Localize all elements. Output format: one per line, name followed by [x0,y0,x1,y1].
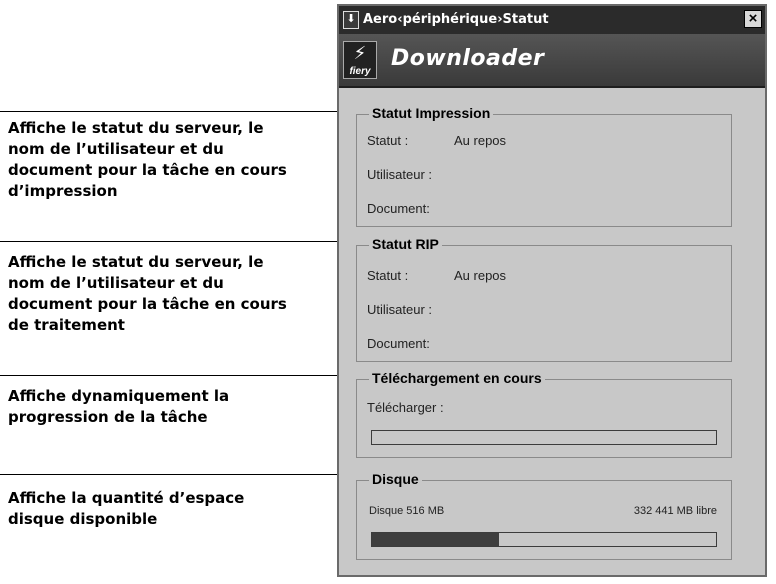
lightning-icon: ⚡ [353,43,367,63]
rip-status-label: Statut : [367,268,409,283]
download-arrow-icon: ⬇ [343,11,359,29]
app-name: Downloader [391,46,545,71]
leader-line-rip [0,241,358,242]
disk-title: Disque [369,471,422,487]
callout-rip-status: Affiche le statut du serveur, le nom de l’utilisateur et du document pour la tâche en cours de traitement [8,253,287,334]
fiery-logo [343,41,377,79]
callout-print-status: Affiche le statut du serveur, le nom de l’utilisateur et du document pour la tâche en cours d’impression [8,119,287,200]
download-progress-bar [371,430,717,445]
disk-total: Disque 516 MB [369,505,445,517]
disk-usage-fill [372,533,499,546]
app-banner [339,34,765,88]
disk-usage-bar [371,532,717,547]
leader-line-download [0,375,358,376]
download-group [356,370,732,458]
download-title: Téléchargement en cours [369,370,545,386]
print-status-group [356,105,732,227]
print-status-label: Statut : [367,133,409,148]
print-status-value: Au repos [454,133,507,148]
disk-free: 332 441 MB libre [633,505,717,517]
rip-user-label: Utilisateur : [367,302,433,317]
rip-document-label: Document: [367,336,430,351]
logo-text: fiery [349,66,371,77]
rip-status-group [356,236,732,362]
leader-line-print [0,111,358,112]
print-user-label: Utilisateur : [367,167,433,182]
download-label: Télécharger : [367,400,444,415]
title-bar[interactable] [339,6,765,35]
callout-disk-space: Affiche la quantité d’espace disque disponible [8,489,245,528]
disk-group [356,471,732,560]
leader-line-disk [0,474,358,475]
callout-download-progress: Affiche dynamiquement la progression de la tâche [8,387,230,426]
rip-status-title: Statut RIP [369,236,442,252]
close-button[interactable]: × [744,10,762,28]
rip-status-value: Au repos [454,268,507,283]
print-status-title: Statut Impression [369,105,493,121]
status-window [337,4,767,577]
window-title: Aero‹périphérique›Statut [363,12,549,27]
print-document-label: Document: [367,201,430,216]
